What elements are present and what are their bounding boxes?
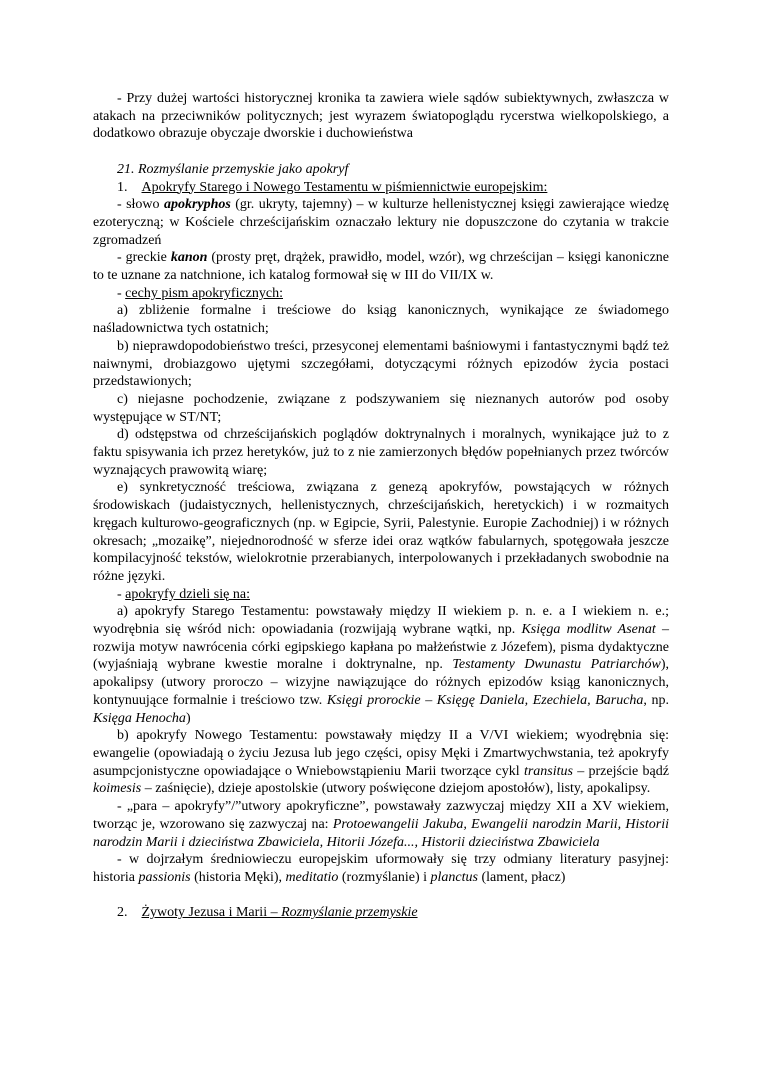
cechy-item: b) nieprawdopodobieństwo treści, przesyconej elementami baśniowymi i fantastycznymi bądź też naiwnymi, drobiazgowo ujętymi szczegółami, dotyczącymi różnych epizodów życia postaci przedstawionych;	[93, 338, 669, 390]
italic-title: Księga Henocha	[93, 710, 186, 726]
typ-b-paragraph	[93, 727, 669, 798]
term-apokryphos: apokryphos	[163, 197, 231, 213]
section-heading: 21. Rozmyślanie przemyskie jako apokryf	[117, 161, 349, 177]
apokryphos-paragraph	[93, 196, 669, 249]
cechy-item: d) odstępstwa od chrześcijańskich poglądów doktrynalnych i moralnych, wynikające już to z faktu spisywania ich przez heretyków, już to z nie zamierzonych błędów popełnianych przez twórców wyznających prawowitą wiarę;	[93, 427, 669, 478]
cechy-item: c) niejasne pochodzenie, związane z podszywaniem się nieznanych autorów pod osoby występujące w ST/NT;	[93, 391, 669, 425]
item-2-number: 2.	[117, 905, 128, 921]
text-run: , np.	[643, 692, 670, 708]
text-run: b) apokryfy Nowego Testamentu: powstawały między II a V/VI wiekiem; wyodrębnia się: ewangelie (opowiadają o życiu Jezusa lub jego części, opisy Męki i Zmartwychwstania, też apokryfy asumpcjonistyczne opowiadające o Wniebowstąpieniu Marii tworzące cykl	[93, 728, 669, 779]
dzieli-label: apokryfy dzieli się na:	[125, 586, 250, 602]
text-run: a) apokryfy Starego Testamentu: powstawały między II wiekiem p. n. e. a I wiekiem n. e.; wyodrębnia się wśród nich: opowiadania (rozwijają wybrane wątki, np.	[93, 604, 669, 638]
italic-titles: Protoewangelii Jakuba, Ewangelii narodzin Marii, Historii narodzin Marii i dzieciństwa Zbawiciela, Hitorii Józefa..., Historii dzieciństwa Zbawiciela	[93, 816, 669, 850]
italic-title: Testamenty Dwunastu Patriarchów	[452, 657, 661, 673]
item-2-title-italic: Rozmyślanie przemyskie	[281, 905, 418, 921]
item-2-title	[142, 905, 418, 920]
text-run: – zaśnięcie), dzieje apostolskie (utwory poświęcone dziejom apostołów), listy, apokalipsy.	[141, 781, 651, 797]
text-run: – przejście bądź	[572, 763, 669, 779]
spacer	[93, 887, 669, 905]
kanon-paragraph	[93, 249, 669, 284]
term-kanon: kanon	[170, 250, 208, 266]
text-run: - słowo	[117, 197, 164, 213]
item-1-heading	[93, 179, 669, 197]
item-1-number: 1.	[117, 179, 128, 195]
document-page	[93, 90, 669, 922]
dzieli-heading: - apokryfy dzieli się na:	[117, 586, 250, 602]
item-2-title-plain: Żywoty Jezusa i Marii –	[141, 905, 282, 921]
text-run: (gr. ukryty, tajemny) – w kulturze hellenistycznej księgi zawierające wiedzę ezoteryczną; w Kościele chrześcijańskim oznaczało lektury nie dopuszczone do czytania w trakcie zgromadzeń	[93, 197, 669, 248]
spacer	[93, 143, 669, 161]
cechy-label: cechy pism apokryficznych:	[125, 285, 283, 301]
text-run: – rozwija motyw nawrócenia córki egipskiego kapłana po małżeństwie z Józefem), pisma dydaktyczne (wyjaśniają wybrane kwestie moralne i doktrynalne, np.	[93, 622, 670, 673]
italic-term: transitus	[523, 763, 573, 779]
italic-title: Księga modlitw Asenat	[521, 622, 656, 638]
cechy-item: e) synkretyczność treściowa, związana z genezą apokryfów, powstających w różnych środowiskach (judaistycznych, hellenistycznych, chrześcijańskich, heretyckich) i w rozmaitych kręgach kulturowo-geograficznych (np. w Egipcie, Syrii, Palestynie. Europie Zachodniej) i w różnych okresach; „mozaikę”, niejednorodność w sferze idei oraz wątków fabularnych, spotęgowała jeszcze kompilacyjność tekstów, wielokrotnie przerabianych, interpolowanych i przekładanych swobodnie na różne języki.	[93, 480, 669, 584]
item-1-title: Apokryfy Starego i Nowego Testamentu w piśmiennictwie europejskim:	[141, 179, 548, 195]
text-run: - w dojrzałym średniowieczu europejskim uformowały się trzy odmiany literatury pasyjnej: historia	[93, 852, 669, 885]
intro-paragraph: - Przy dużej wartości historycznej kronika ta zawiera wiele sądów subiektywnych, zwłaszcza w atakach na przeciwników politycznych; jest wyrazem światopoglądu rycerstwa wielkopolskiego, a dodatkowo obrazuje obyczaje dworskie i duchowieństwa	[93, 91, 669, 142]
text-run: - greckie	[117, 250, 171, 266]
italic-term: koimesis	[93, 781, 142, 797]
italic-term: meditatio	[285, 869, 339, 885]
typ-a-paragraph	[93, 603, 669, 727]
italic-title: Księgi prorockie – Księgę Daniela, Ezechiela, Barucha	[326, 692, 644, 708]
cechy-item: a) zbliżenie formalne i treściowe do ksiąg kanonicznych, wynikające ze świadomego naśladownictwa tych ostatnich;	[93, 303, 669, 337]
italic-term: planctus	[430, 869, 478, 885]
italic-term: passionis	[138, 869, 191, 885]
cechy-heading: - cechy pism apokryficznych:	[117, 285, 283, 301]
item-2-heading	[93, 904, 669, 922]
text-run: ), apokalipsy (utwory proroczo – wizyjne nawiązujące do różnych epizodów ksiąg kanonicznych, kontynuujące formalnie i treściowo tzw.	[93, 657, 670, 708]
text-run: (historia Męki),	[190, 869, 286, 885]
text-run: - „para – apokryfy”/”utwory apokryficzne”, powstawały zazwyczaj między XII a XV wiekiem, tworząc je, wzorowano się zazwyczaj na:	[93, 799, 669, 832]
text-run: )	[185, 710, 191, 726]
para-apokryfy-paragraph	[93, 798, 669, 851]
text-run: (lament, płacz)	[477, 869, 566, 885]
pasyjna-paragraph	[93, 851, 669, 886]
text-run: (rozmyślanie) i	[338, 869, 431, 885]
text-run: (prosty pręt, drążek, prawidło, model, wzór), wg chrześcijan – księgi kanoniczne to te uznane za natchnione, ich katalog formował się w III do VII/IX w.	[93, 250, 669, 284]
